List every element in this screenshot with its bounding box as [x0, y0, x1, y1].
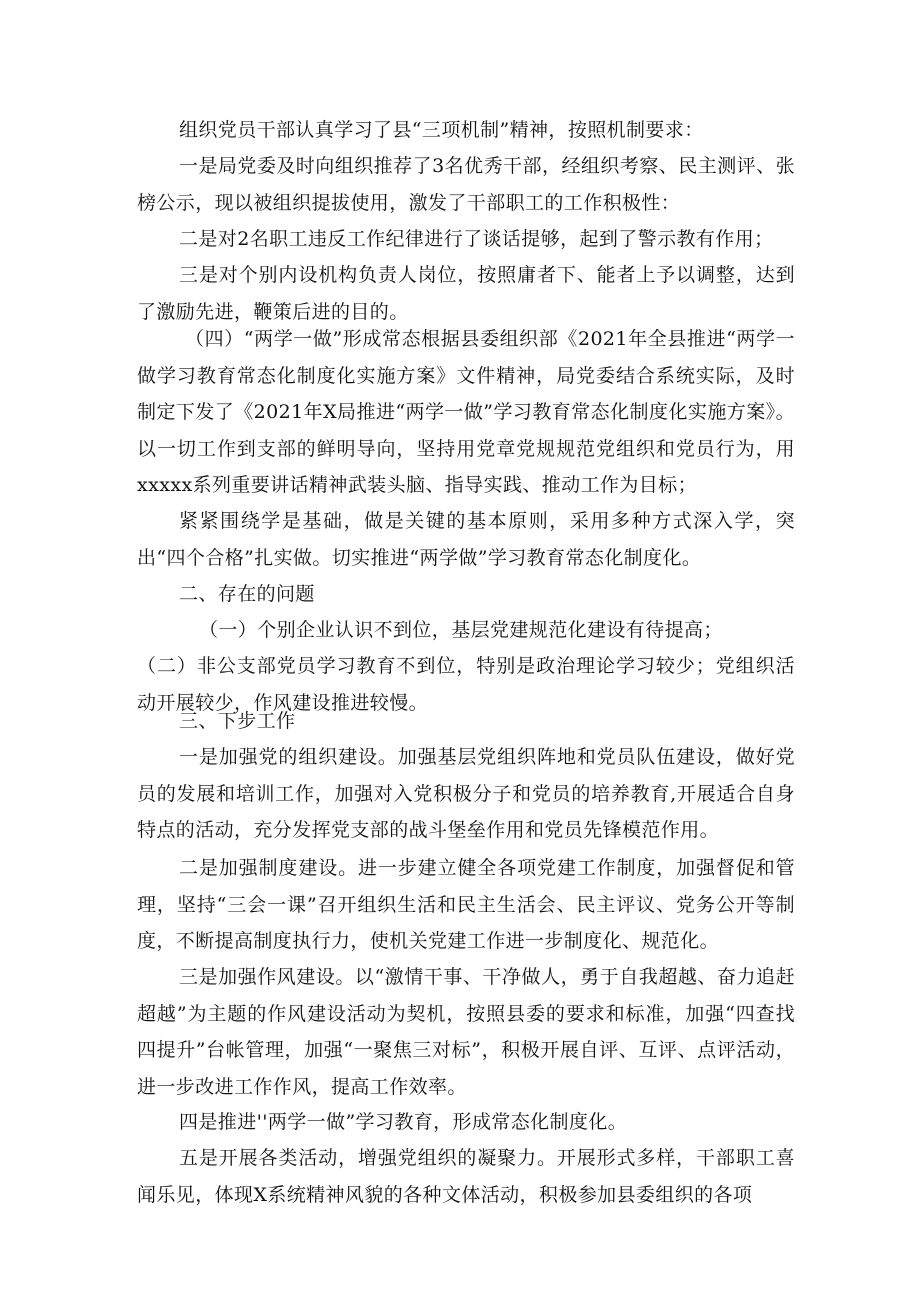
- paragraph-study-principle: 紧紧围绕学是基础，做是关键的基本原则，采用多种方式深入学，突出“四个合格”扎实做。切实推进“两学做”学习教育常态化制度化。: [137, 510, 795, 569]
- paragraph-mechanism-intro: 组织党员干部认真学习了县“三项机制”精神，按照机制要求：: [179, 119, 704, 141]
- paragraph-step-5-activities: 五是开展各类活动，增强党组织的凝聚力。开展形式多样，干部职工喜闻乐见，体现X系统精神风貌的各种文体活动，积极参加县委组织的各项: [137, 1147, 795, 1206]
- paragraph-item-1-recommend: 一是局党委及时向组织推荐了3名优秀干部，经组织考察、民主测评、张榜公示，现以被组织提拔使用，激发了干部职工的工作积极性：: [137, 155, 795, 214]
- paragraph-problem-2: （二）非公支部党员学习教育不到位，特别是政治理论学习较少；党组织活动开展较少，作风建设推进较慢。: [137, 655, 795, 714]
- paragraph-step-2-system: 二是加强制度建设。进一步建立健全各项党建工作制度，加强督促和管理，坚持“三会一课”召开组织生活和民主生活会、民主评议、党务公开等制度，不断提高制度执行力，使机关党建工作进一步制度化、规范化。: [137, 857, 795, 952]
- paragraph-step-3-style: 三是加强作风建设。以“激情干事、干净做人，勇于自我超越、奋力追赶超越”为主题的作风建设活动为契机，按照县委的要求和标准，加强“四查找四提升”台帐管理，加强“一聚焦三对标”，积极开展自评、互评、点评活动，进一步改进工作作风，提高工作效率。: [137, 966, 795, 1098]
- heading-existing-problems: 二、存在的问题: [179, 583, 315, 605]
- paragraph-item-3-adjust: 三是对个别内设机构负责人岗位，按照庸者下、能者上予以调整，达到了激励先进，鞭策后进的目的。: [137, 264, 795, 323]
- paragraph-section-four: （四）“两学一做”形成常态根据县委组织部《2021年全县推进“两学一做学习教育常态化制度化实施方案》文件精神，局党委结合系统实际，及时制定下发了《2021年X局推进“两学一做”学习教育常态化制度化实施方案》。以一切工作到支部的鲜明导向，坚持用党章党规规范党组织和党员行为，用xxxxx系列重要讲话精神武装头脑、指导实践、推动工作为目标；: [137, 328, 795, 496]
- paragraph-step-4-study: 四是推进''两学一做”学习教育，形成常态化制度化。: [179, 1111, 628, 1133]
- heading-next-steps: 三、下步工作: [179, 710, 296, 732]
- paragraph-step-1-organization: 一是加强党的组织建设。加强基层党组织阵地和党员队伍建设，做好党员的发展和培训工作，加强对入党积极分子和党员的培养教育,开展适合自身特点的活动，充分发挥党支部的战斗堡垒作用和党员先锋模范作用。: [137, 746, 795, 841]
- paragraph-problem-1: （一）个别企业认识不到位，基层党建规范化建设有待提高；: [199, 619, 723, 641]
- paragraph-item-2-discipline: 二是对2名职工违反工作纪律进行了谈话提够，起到了警示教有作用；: [179, 228, 774, 250]
